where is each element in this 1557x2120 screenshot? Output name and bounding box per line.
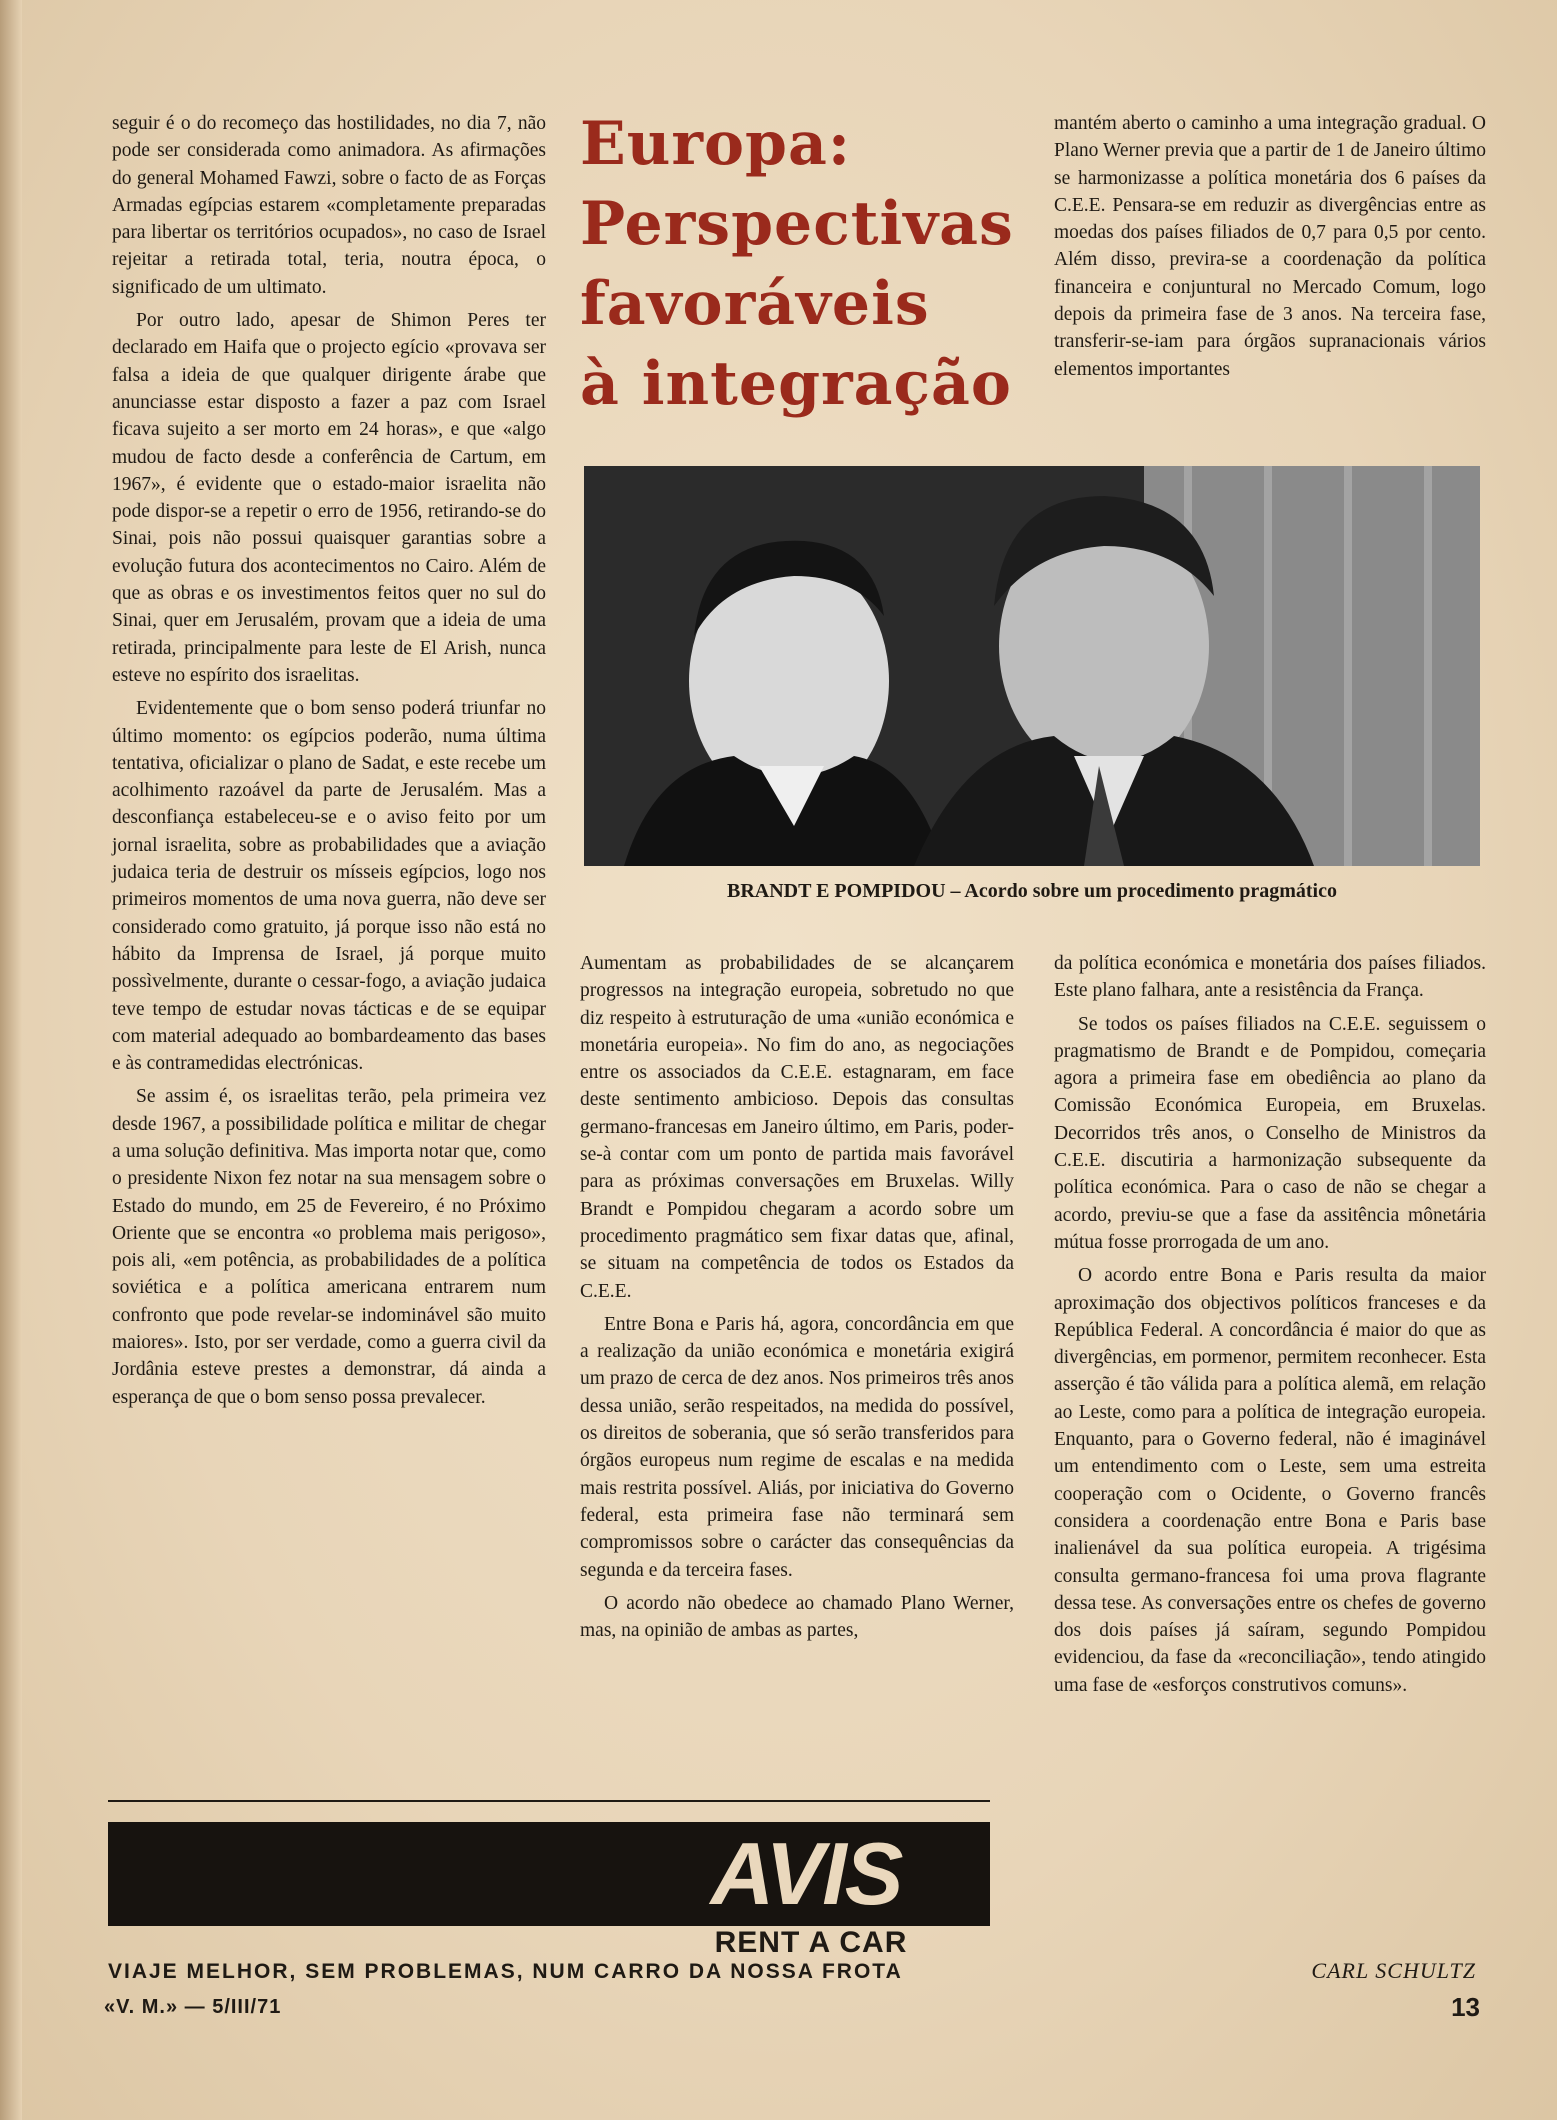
title-line-2: Perspectivas: [580, 189, 1014, 259]
title-line-4: à integração: [580, 349, 1012, 419]
avis-tagline: RENT A CAR: [714, 1926, 908, 1959]
page-number: 13: [1451, 1992, 1480, 2022]
left-paragraph-2: Por outro lado, apesar de Shimon Peres ter declarado em Haifa que o projecto egício «provava ser falsa a ideia de que qualquer dirigente árabe que anunciasse estar disposto a fazer a paz com Israel ficava sujeito a ser morto em 24 horas», e que «algo mudou de facto desde a conferência de Cartum, em 1967», é evidente que o estado-maior israelita não pode dispor-se a repetir o erro de 1956, retirando-se do Sinai, pois não possui quaisquer garantias sobre a evolução futura dos acontecimentos no Cairo. Além de que as obras e os investimentos feitos quer no sul do Sinai, quer em Jerusalém, provam que a ideia de uma retirada, principalmente para leste de El Arish, nunca esteve no espírito dos israelitas.: [112, 310, 546, 686]
photo-illustration: [584, 466, 1480, 866]
middle-paragraph-2: Entre Bona e Paris há, agora, concordância em que a realização da união económica e monetária exigirá um prazo de cerca de dez anos. Nos primeiros três anos dessa união, serão respeitados, na medida do possível, os direitos de soberania, que só serão transferidos para órgãos europeus num regime de escalas e na medida mais restrita possível. Aliás, por iniciativa do Governo federal, esta primeira fase não terminará sem compromissos sobre o carácter das consequências da segunda e da terceira fases.: [580, 1313, 1014, 1581]
binding-edge: [0, 0, 22, 2120]
middle-bottom-column: [580, 950, 1014, 1650]
title-line-3: favoráveis: [580, 269, 930, 339]
issue-reference: «V. M.» — 5/III/71: [104, 1996, 282, 2018]
right-top-paragraph-1: mantém aberto o caminho a uma integração gradual. O Plano Werner previa que a partir de 1 de Janeiro último se harmonizasse a política monetária dos 6 países da C.E.E. Pensara-se em reduzir as divergências entre as moedas dos países filiados de 0,7 para 0,5 por cento. Além disso, previra-se a coordenação da política financeira e conjuntural no Mercado Comum, logo depois da primeira fase de 3 anos. Na terceira fase, transferir-se-iam para órgãos supranacionais vários elementos importantes: [1054, 113, 1486, 380]
left-paragraph-1: seguir é o do recomeço das hostilidades, no dia 7, não pode ser considerada como animadora. As afirmações do general Mohamed Fawzi, sobre o facto de as Forças Armadas egípcias estarem «completamente preparadas para libertar os territórios ocupados», no caso de Israel rejeitar a retirada total, teria, noutra época, o significado de um ultimato.: [112, 113, 546, 298]
advert-slogan: VIAJE MELHOR, SEM PROBLEMAS, NUM CARRO DA NOSSA FROTA: [108, 1960, 903, 1983]
right-bottom-paragraph-3: O acordo entre Bona e Paris resulta da maior aproximação dos objectivos políticos franceses e da República Federal. A concordância é maior do que as divergências, em pormenor, permitem reconhecer. Esta asserção é tão válida para a política alemã, em relação ao Leste, como para a política de integração europeia. Enquanto, para o Governo federal, não é imaginável um entendimento com o Leste, sem uma estreita cooperação com o Ocidente, o Governo francês considera a coordenação entre Bona e Paris base inalienável da sua política europeia. A trigésima consulta germano-francesa foi uma prova flagrante dessa tese. As conversações entre os chefes de governo dos dois países já saíram, segundo Pompidou evidenciou, da fase da «reconciliação», tendo atingido uma fase de «esforços construtivos comuns».: [1054, 1265, 1486, 1696]
left-paragraph-3: Evidentemente que o bom senso poderá triunfar no último momento: os egípcios poderão, numa última tentativa, oficializar o plano de Sadat, e este recebe um acolhimento razoável da parte de Jerusalém. Mas a desconfiança estabeleceu-se e o aviso feito por um jornal israelita, sobre as probabilidades que a aviação judaica teria de destruir os mísseis egípcios, logo nos primeiros momentos de uma nova guerra, não deve ser considerado como gratuito, já porque isso não está no hábito da Imprensa de Israel, já porque muito possìvelmente, durante o cessar-fogo, a aviação judaica teve tempo de estudar novas tácticas e de se equipar com material adequado ao bombardeamento das bases e às contramedidas electrónicas.: [112, 698, 546, 1075]
right-top-column: [1054, 110, 1486, 389]
middle-paragraph-1: Aumentam as probabilidades de se alcançarem progressos na integração europeia, sobretudo no que diz respeito à estruturação de uma «união económica e monetária europeia». No fim do ano, as negociações entre os associados da C.E.E. estagnaram, em face deste sentimento ambicioso. Depois das consultas germano-francesas em Janeiro último, em Paris, poder-se-à contar com um ponto de partida mais favorável para as próximas conversações em Bruxelas. Willy Brandt e Pompidou chegaram a acordo sobre um procedimento pragmático sem fixar datas que, afinal, se situam na competência de todos os Estados da C.E.E.: [580, 953, 1014, 1302]
article-title: [580, 104, 1020, 424]
right-bottom-paragraph-2: Se todos os países filiados na C.E.E. seguissem o pragmatismo de Brandt e de Pompidou, começaria agora a primeira fase em obediência ao plano da Comissão Económica Europeia, em Bruxelas. Decorridos três anos, o Conselho de Ministros da C.E.E. discutiria a harmonização subsequente da política económica. Para o caso de não se chegar a acordo, previu-se que a fase da assitência mônetária mútua fosse prorrogada de um ano.: [1054, 1013, 1486, 1253]
advert-top-rule: [108, 1800, 990, 1802]
left-column: [112, 110, 546, 1417]
middle-paragraph-3: O acordo não obedece ao chamado Plano Werner, mas, na opinião de ambas as partes,: [580, 1592, 1014, 1642]
title-line-1: Europa:: [580, 109, 851, 179]
left-paragraph-4: Se assim é, os israelitas terão, pela primeira vez desde 1967, a possibilidade política e militar de chegar a uma solução definitiva. Mas importa notar que, como o presidente Nixon fez notar na sua mensagem sobre o Estado do mundo, em 25 de Fevereiro, é no Próximo Oriente que se encontra «o problema mais perigoso», pois ali, «em potência, as probabilidades de a política soviética e a política americana entrarem num confronto que pode revelar-se indominável são muito maiores». Isto, por ser verdade, como a guerra civil da Jordânia esteve prestes a demonstrar, dá ainda a esperança de que o bom senso possa prevalecer.: [112, 1086, 546, 1408]
right-bottom-column: [1054, 950, 1486, 1705]
brandt-pompidou-photo: [584, 466, 1480, 866]
avis-logo: AVIS: [710, 1824, 902, 1923]
article-author: CARL SCHULTZ: [1311, 1958, 1476, 1983]
right-bottom-paragraph-1: da política económica e monetária dos países filiados. Este plano falhara, ante a resistência da França.: [1054, 953, 1486, 1002]
photo-caption: BRANDT E POMPIDOU – Acordo sobre um procedimento pragmático: [727, 880, 1337, 902]
